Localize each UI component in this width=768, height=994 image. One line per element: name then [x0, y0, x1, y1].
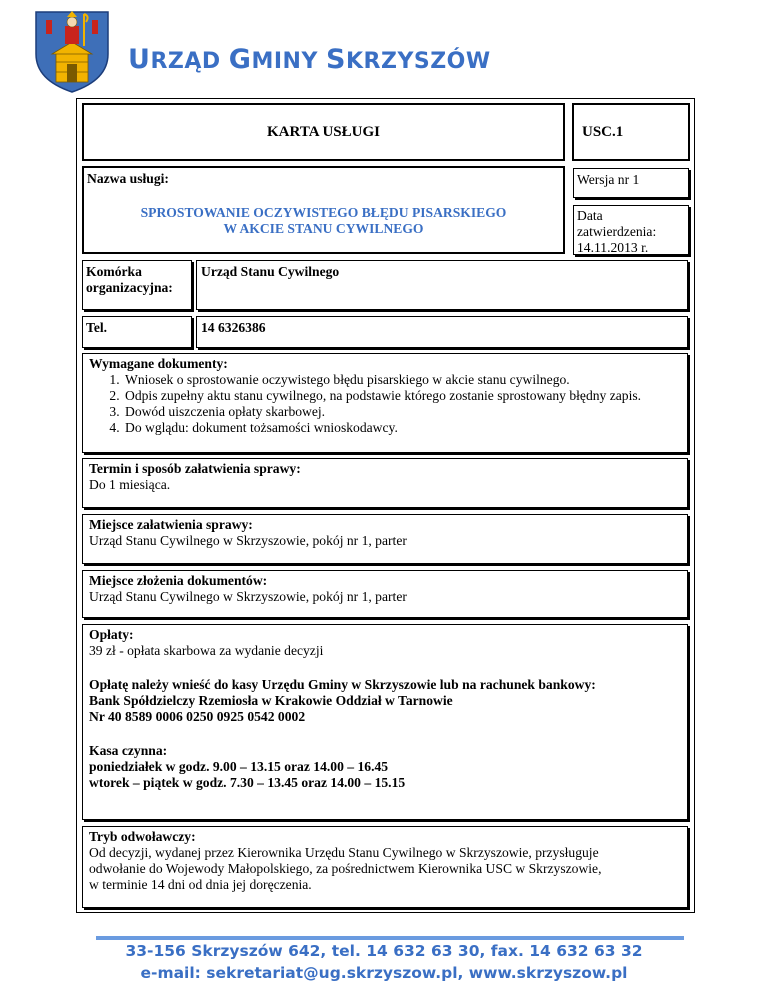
version-text: Wersja nr 1 [577, 172, 640, 187]
appeal-line-3: w terminie 14 dni od dnia jej doręczenia. [89, 877, 312, 892]
service-name-line2: W AKCIE STANU CYWILNEGO [223, 221, 424, 236]
handling-place-value: Urząd Stanu Cywilnego w Skrzyszowie, pokój nr 1, parter [89, 533, 407, 548]
payment-bank: Bank Spółdzielczy Rzemiosła w Krakowie Oddział w Tarnowie [89, 693, 453, 708]
coat-of-arms-icon [32, 8, 112, 94]
unit-label-2: organizacyjna: [86, 280, 173, 295]
card-code-cell [572, 103, 690, 161]
tel-label-cell [82, 316, 192, 348]
unit-value-cell [196, 260, 688, 310]
list-item: 3. Dowód uiszczenia opłaty skarbowej. [123, 404, 683, 420]
payment-account: Nr 40 8589 0006 0250 0925 0542 0002 [89, 709, 306, 724]
tel-value-cell [196, 316, 688, 348]
list-item: 4. Do wglądu: dokument tożsamości wnioskodawcy. [123, 420, 683, 436]
appeal-line-2: odwołanie do Wojewody Małopolskiego, za pośrednictwem Kierownika USC w Skrzyszowie, [89, 861, 602, 876]
cash-heading: Kasa czynna: [89, 743, 168, 758]
submission-place-heading: Miejsce złożenia dokumentów: [89, 573, 268, 588]
fees-section [82, 624, 688, 820]
submission-place-section [82, 570, 688, 618]
cash-hours-monday: poniedziałek w godz. 9.00 – 13.15 oraz 14.00 – 16.45 [89, 759, 389, 774]
payment-line-1: Opłatę należy wnieść do kasy Urzędu Gminy w Skrzyszowie lub na rachunek bankowy: [89, 677, 596, 692]
deadline-heading: Termin i sposób załatwienia sprawy: [89, 461, 301, 476]
handling-place-heading: Miejsce załatwienia sprawy: [89, 517, 253, 532]
footer-contact: e-mail: sekretariat@ug.skrzyszow.pl, www.skrzyszow.pl [140, 964, 628, 982]
required-docs-list [83, 372, 683, 436]
deadline-value: Do 1 miesiąca. [89, 477, 171, 492]
required-docs-heading: Wymagane dokumenty: [89, 356, 228, 371]
approval-date: 14.11.2013 r. [577, 240, 649, 255]
appeal-section [82, 826, 688, 908]
service-name-cell [82, 166, 565, 254]
fees-value: 39 zł - opłata skarbowa za wydanie decyzji [89, 643, 324, 658]
card-code: USC.1 [582, 124, 624, 140]
tel-label: Tel. [86, 320, 108, 335]
unit-value: Urząd Stanu Cywilnego [201, 264, 340, 279]
handling-place-section [82, 514, 688, 564]
office-name: URZĄD GMINY SKRZYSZÓW [128, 44, 491, 75]
appeal-heading: Tryb odwoławczy: [89, 829, 196, 844]
unit-label-cell [82, 260, 192, 310]
service-name-label: Nazwa usługi: [87, 171, 169, 186]
submission-place-value: Urząd Stanu Cywilnego w Skrzyszowie, pokój nr 1, parter [89, 589, 407, 604]
list-item: 1. Wniosek o sprostowanie oczywistego błędu pisarskiego w akcie stanu cywilnego. [123, 372, 683, 388]
footer-address: 33-156 Skrzyszów 642, tel. 14 632 63 30, fax. 14 632 63 32 [125, 942, 643, 960]
approval-cell [573, 205, 689, 255]
approval-label-2: zatwierdzenia: [577, 224, 657, 239]
footer-divider [96, 936, 684, 940]
cash-hours-tue-fri: wtorek – piątek w godz. 7.30 – 13.45 oraz 14.00 – 15.15 [89, 775, 406, 790]
approval-label-1: Data [577, 208, 603, 223]
fees-heading: Opłaty: [89, 627, 134, 642]
deadline-section [82, 458, 688, 508]
version-cell [573, 168, 689, 198]
list-item: 2. Odpis zupełny aktu stanu cywilnego, na podstawie którego zostanie sprostowany błędny zapis. [123, 388, 683, 404]
card-title-cell [82, 103, 565, 161]
service-name-line1: SPROSTOWANIE OCZYWISTEGO BŁĘDU PISARSKIEGO [140, 205, 507, 220]
appeal-line-1: Od decyzji, wydanej przez Kierownika Urzędu Stanu Cywilnego w Skrzyszowie, przysługuje [89, 845, 599, 860]
unit-label-1: Komórka [86, 264, 142, 279]
tel-value: 14 6326386 [201, 320, 266, 335]
required-docs-section [82, 353, 688, 453]
card-title: KARTA USŁUGI [267, 124, 380, 140]
